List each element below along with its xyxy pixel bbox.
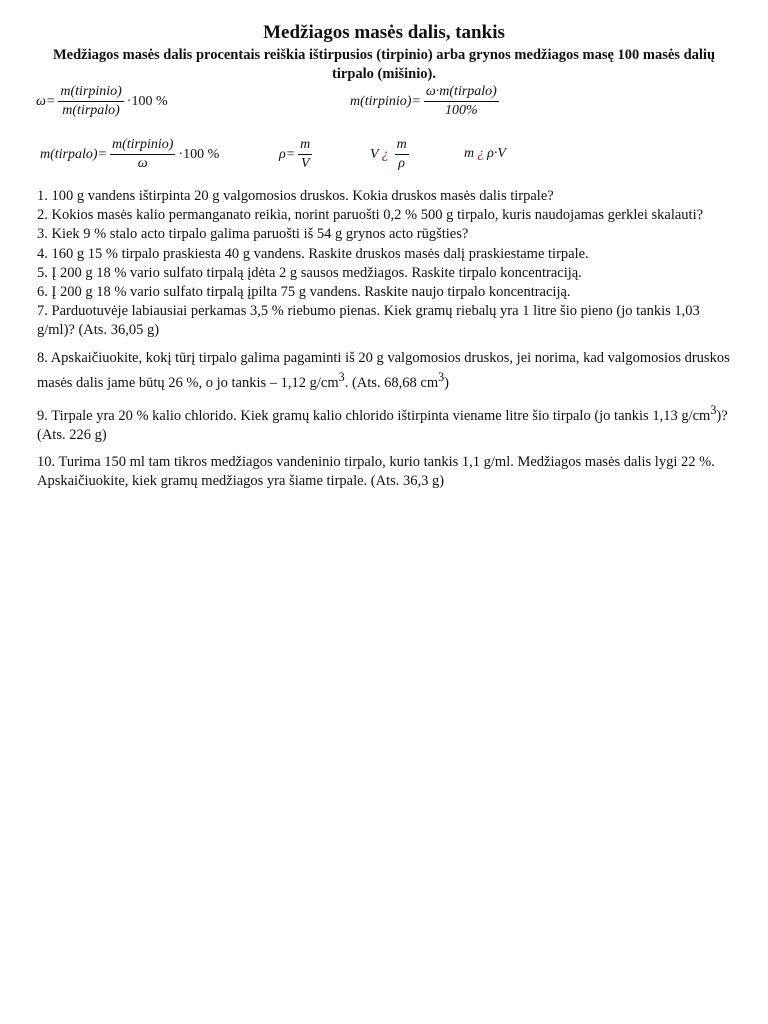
garbled-symbol: ¿: [477, 146, 485, 161]
fraction: [424, 84, 499, 119]
fraction: [298, 137, 312, 172]
garbled-symbol: ¿: [381, 146, 389, 162]
problem-text: ): [444, 374, 450, 391]
formula-solution-mass: [40, 137, 219, 172]
fraction-numerator: m: [395, 137, 409, 155]
fraction: [58, 84, 123, 119]
problem-item: [37, 401, 737, 445]
formula-lhs: m(tirpinio)=: [350, 93, 421, 109]
problem-list: [37, 187, 737, 492]
problem-text: 8. Apskaičiuokite, kokį tūrį tirpalo galima pagaminti iš 20 g valgomosios druskos, jei norima, kad valgomosios druskos masės dalis jame būtų 26 %, o jo tankis – 1,12 g/cm: [37, 349, 730, 391]
problem-text: . (Ats. 68,68 cm: [344, 374, 439, 391]
problem-item: 1. 100 g vandens ištirpinta 20 g valgomosios druskos. Kokia druskos masės dalis tirpale?: [37, 188, 554, 204]
formula-rhs: ·100 %: [126, 93, 168, 109]
superscript: 3: [338, 369, 345, 384]
formula-rhs: ·100 %: [178, 146, 220, 162]
problem-item: 6. Į 200 g 18 % vario sulfato tirpalą įpilta 75 g vandens. Raskite naujo tirpalo koncentraciją.: [37, 284, 571, 301]
problem-item: 7. Parduotuvėje labiausiai perkamas 3,5 % riebumo pienas. Kiek gramų riebalų yra 1 litre šio pieno (jo tankis 1,03 g/ml)? (Ats. 36,05 g): [37, 303, 700, 339]
formula-lhs: m(tirpalo)=: [40, 146, 107, 162]
formula-lhs: ρ=: [279, 146, 296, 162]
fraction: [110, 137, 175, 172]
fraction-denominator: 100%: [445, 103, 478, 118]
superscript: 3: [710, 402, 717, 417]
superscript: 3: [438, 369, 445, 384]
formula-mass-fraction: [36, 84, 168, 119]
page-title: Medžiagos masės dalis, tankis: [263, 22, 505, 43]
problem-item: 5. Į 200 g 18 % vario sulfato tirpalą įdėta 2 g sausos medžiagos. Raskite tirpalo koncentraciją.: [37, 264, 582, 281]
fraction-denominator: V: [300, 156, 310, 171]
formula-volume: [370, 137, 412, 172]
problem-item: 4. 160 g 15 % tirpalo praskiesta 40 g vandens. Raskite druskos masės dalį praskiestame tirpale.: [37, 245, 589, 262]
problem-text: 9. Tirpale yra 20 % kalio chlorido. Kiek gramų kalio chlorido ištirpinta viename litre šio tirpalo (jo tankis 1,13 g/cm: [37, 407, 711, 424]
problem-item: 10. Turima 150 ml tam tikros medžiagos vandeninio tirpalo, kurio tankis 1,1 g/ml. Medžiagos masės dalis lygi 22 %. Apskaičiuokite, kiek gramų medžiagos yra šiame tirpale. (Ats. 36,3 g): [37, 454, 715, 490]
fraction-numerator: m(tirpinio): [110, 137, 175, 155]
fraction-denominator: ω: [137, 156, 148, 171]
fraction-numerator: m(tirpinio): [58, 84, 123, 102]
problem-item: 3. Kiek 9 % stalo acto tirpalo galima paruošti iš 54 g grynos acto rūgšties?: [37, 226, 469, 243]
fraction-numerator: m: [298, 137, 312, 155]
formula-lhs: ω=: [36, 93, 56, 109]
fraction-denominator: ρ: [398, 156, 405, 171]
definition-text: Medžiagos masės dalis procentais reiškia ištirpusios (tirpinio) arba grynos medžiagos masę 100 masės dalių tirpalo (mišinio).: [52, 47, 716, 82]
fraction: [395, 137, 409, 172]
fraction-numerator: ω·m(tirpalo): [424, 84, 499, 102]
formula-density: [279, 137, 315, 172]
formula-lhs: V: [370, 146, 379, 162]
formula-mass: [464, 146, 506, 162]
fraction-denominator: m(tirpalo): [62, 103, 120, 118]
formula-solute-mass: [350, 84, 502, 119]
problem-item: 2. Kokios masės kalio permanganato reikia, norint paruošti 0,2 % 500 g tirpalo, kuris naudojamas gerklei skalauti?: [37, 207, 704, 224]
formula-lhs: m: [464, 146, 475, 161]
problem-text: )? (Ats. 226 g): [37, 407, 728, 443]
formula-rhs: ρ·V: [487, 146, 506, 161]
problem-item: [37, 349, 737, 393]
